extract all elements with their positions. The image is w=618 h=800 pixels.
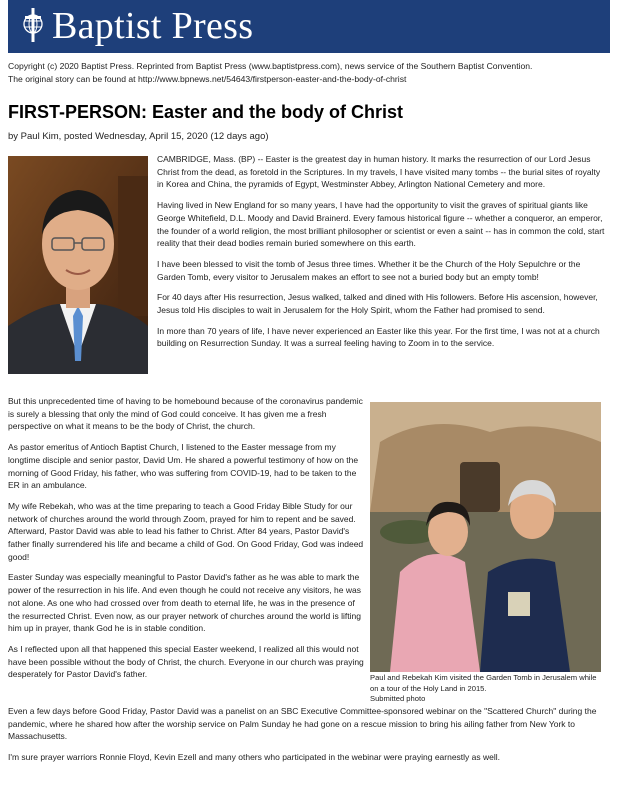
article-headline: FIRST-PERSON: Easter and the body of Christ bbox=[8, 102, 404, 122]
article-paragraph: But this unprecedented time of having to be homebound because of the coronavirus pandemic is surely a blessing that only the mind of God could conceive. It has given me a fresh perspective on what it means to be the body of Christ, the church. bbox=[8, 396, 363, 432]
article-paragraph: My wife Rebekah, who was at the time preparing to teach a Good Friday Bible Study for our network of churches around the world through Zoom, prayed for him to repent and be saved. Afterward, Pastor David was able to lead his father to Christ. After 84 years, Pastor David's father finally surrendered his life and became a child of God. On Good Friday, God was indeed good! bbox=[8, 500, 364, 562]
article-body-middle bbox=[8, 395, 368, 689]
article-paragraph: I have been blessed to visit the tomb of Jesus three times. Whether it be the Church of the Holy Sepulchre or the Garden Tomb, every visitor to Jerusalem makes an effort to see not a buried body but an empty tomb! bbox=[157, 258, 581, 282]
masthead-banner bbox=[8, 0, 610, 53]
caption-credit: Submitted photo bbox=[370, 694, 426, 703]
article-paragraph: Easter Sunday was especially meaningful to Pastor David's father as he was able to mark the power of the resurrection in his life. And even though he could not receive any visitors, he was not alone. As one who had crossed over from death to eternal life, he was in the presence of the resurrected Christ. Even now, as our prayer network of churches around the world is lifting him up in prayer, thank God he is in stable condition. bbox=[8, 572, 361, 634]
caption-text: Paul and Rebekah Kim visited the Garden Tomb in Jerusalem while on a tour of the Holy Land in 2015. bbox=[370, 673, 597, 693]
original-story-line[interactable]: The original story can be found at http://www.bpnews.net/54643/firstperson-easter-and-the-body-of-christ bbox=[8, 74, 407, 84]
article-byline: by Paul Kim, posted Wednesday, April 15, 2020 (12 days ago) bbox=[8, 131, 269, 142]
article-paragraph: As I reflected upon all that happened this special Easter weekend, I realized all this would not have been possible without the body of Christ, the church. Everyone in our church was praying desperately for Pastor David's father. bbox=[8, 643, 364, 680]
article-paragraph: Having lived in New England for so many years, I have had the opportunity to visit the graves of spiritual giants like George Whitefield, D.L. Moody and David Brainerd. Every famous historical figure -- whether a conqueror, an emperor, the founder of a world religion, the most brilliant philosopher or scientist or even a saint -- has in common the cold, start reality that their dead bodies remain buried somewhere on this earth. bbox=[157, 200, 605, 249]
cross-globe-icon bbox=[22, 8, 44, 42]
photo-caption bbox=[370, 673, 606, 705]
article-paragraph: For 40 days after His resurrection, Jesus walked, talked and dined with His followers. Before His ascension, however, Jesus told His disciples to wait in Jerusalem for the Holy Spirit, whom the Father had promised to send. bbox=[157, 292, 598, 316]
article-paragraph: Even a few days before Good Friday, Pastor David was a panelist on an SBC Executive Committee-sponsored webinar on the "Scattered Church" during the pandemic, where he shared how after the worship service on Palm Sunday he had gone on a rescue mission to bring his ailing father from New York to Massachusetts. bbox=[8, 706, 597, 742]
article-body-bottom bbox=[8, 705, 608, 772]
article-paragraph: In more than 70 years of life, I have never experienced an Easter like this year. For the first time, I was not at a church building on Resurrection Sunday. It was a surreal feeling having to Zoom in to the service. bbox=[157, 325, 600, 349]
copyright-line: Copyright (c) 2020 Baptist Press. Reprinted from Baptist Press (www.baptistpress.com), news service of the Southern Baptist Convention. bbox=[8, 61, 533, 71]
author-portrait-photo bbox=[8, 156, 148, 374]
article-paragraph: I'm sure prayer warriors Ronnie Floyd, Kevin Ezell and many others who participated in the webinar were praying earnestly as well. bbox=[8, 752, 501, 763]
article-body-top bbox=[157, 153, 607, 358]
article-paragraph: As pastor emeritus of Antioch Baptist Church, I listened to the Easter message from my longtime disciple and senior pastor, David Um. He shared a powerful testimony of how on the morning of Good Friday, his father, who was suffering from COVID-19, had to be taken to the ER in an ambulance. bbox=[8, 442, 359, 491]
brand-name[interactable]: Baptist Press bbox=[52, 5, 254, 47]
article-paragraph: CAMBRIDGE, Mass. (BP) -- Easter is the greatest day in human history. It marks the resurrection of our Lord Jesus Christ from the dead, as foretold in the Scriptures. In my travels, I have visited many tombs -- the burial sites of royalty in Korea and China, the pyramids of Egypt, Westminster Abbey, Arlington National Cemetery and more. bbox=[157, 154, 601, 190]
copyright-notice bbox=[8, 60, 608, 86]
garden-tomb-photo bbox=[370, 402, 601, 672]
